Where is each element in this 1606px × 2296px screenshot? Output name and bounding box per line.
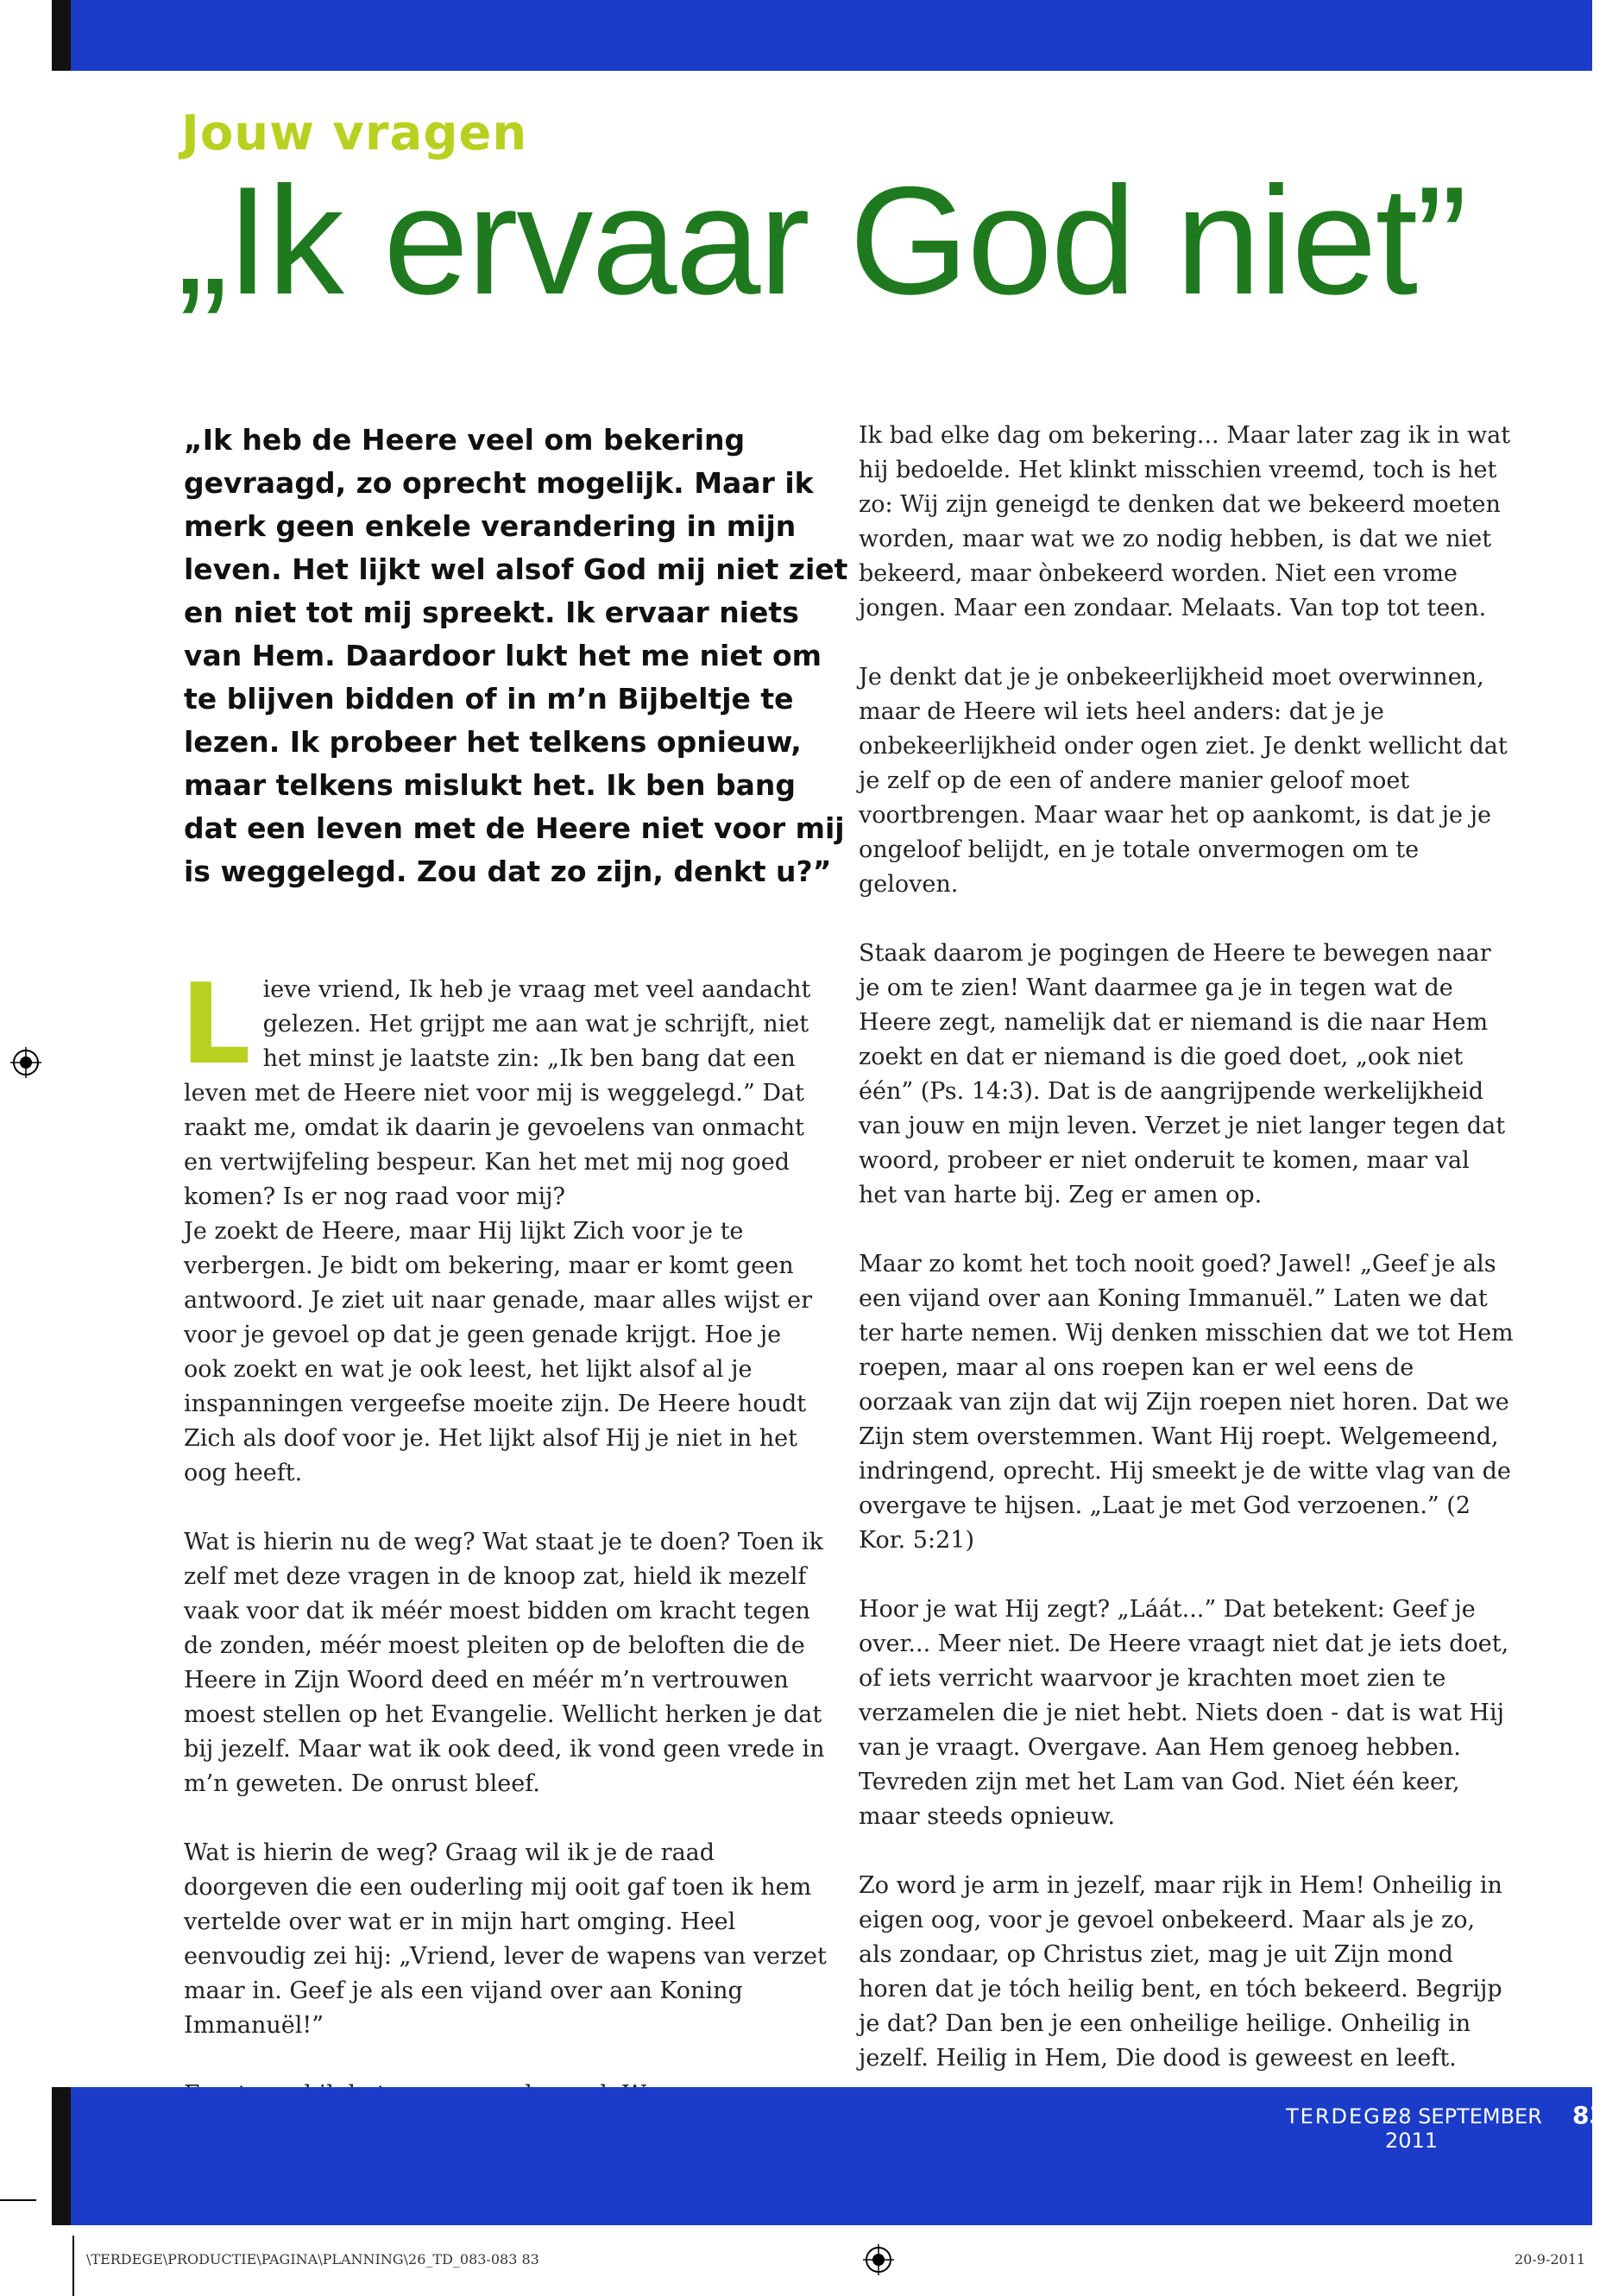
issue-date: 28 SEPTEMBER 2011: [1385, 2104, 1542, 2153]
left-column: [180, 961, 827, 2181]
crop-mark: [0, 2199, 36, 2201]
crop-mark: [72, 2236, 74, 2296]
answer-paragraph-9: Maar zo komt het toch nooit goed? Jawel! „Geef je als een vijand over aan Koning Immanuël.” Laten we dat ter harte nemen. Wij denken misschien dat we tot Hem roepen, maar al ons roepen kan er wel eens de oorzaak van zijn dat wij Zijn roepen niet horen. Dat we Zijn stem overstemmen. Want Hij roept. Welgemeend, indringend, oprecht. Hij smeekt je de witte vlag van de overgave te hijsen. „Laat je met God verzoenen.” (2 Kor. 5:21): [859, 1251, 1514, 1554]
answer-paragraph-2: Je zoekt de Heere, maar Hij lijkt Zich voor je te verbergen. Je bidt om bekering, maar er komt geen antwoord. Je ziet uit naar genade, maar alles wijst er voor je gevoel op dat je geen genade krijgt. Hoe je ook zoekt en wat je ook leest, het lijkt alsof al je inspanningen vergeefse moeite zijn. De Heere houdt Zich als doof voor je. Het lijkt alsof Hij je niet in het oog heeft.: [184, 1218, 813, 1486]
answer-paragraph-10: Hoor je wat Hij zegt? „Láát...” Dat betekent: Geef je over... Meer niet. De Heere vraagt niet dat je iets doet, of iets verricht waarvoor je krachten moet zien te verzamelen die je niet hebt. Niets doen - dat is wat Hij van je vraagt. Overgave. Aan Hem genoeg hebben. Tevreden zijn met het Lam van God. Niet één keer, maar steeds opnieuw.: [859, 1596, 1509, 1830]
answer-paragraph-6: Ik bad elke dag om bekering... Maar later zag ik in wat hij bedoelde. Het klinkt misschien vreemd, toch is het zo: Wij zijn geneigd te denken dat we bekeerd moeten worden, maar wat we zo nodig hebben, is dat we niet bekeerd, maar ònbekeerd worden. Niet een vrome jongen. Maar een zondaar. Melaats. Van top tot teen.: [859, 422, 1511, 621]
top-color-band: [52, 0, 1592, 71]
magazine-name: TERDEGE: [1286, 2104, 1396, 2129]
answer-paragraph-8: Staak daarom je pogingen de Heere te bewegen naar je om te zien! Want daarmee ga je in tegen wat de Heere zegt, namelijk dat er niemand is die naar Hem zoekt en dat er niemand is die goed doet, „ook niet één” (Ps. 14:3). Dat is de aangrijpende werkelijkheid van jouw en mijn leven. Verzet je niet langer tegen dat woord, probeer er niet onderuit te komen, maar val het van harte bij. Zeg er amen op.: [859, 940, 1506, 1208]
answer-paragraph-3: Wat is hierin nu de weg? Wat staat je te doen? Toen ik zelf met deze vragen in de knoop zat, hield ik mezelf vaak voor dat ik méér moest bidden om kracht tegen de zonden, méér moest pleiten op de beloften die de Heere in Zijn Woord deed en méér m’n vertrouwen moest stellen op het Evangelie. Wellicht herken je dat bij jezelf. Maar wat ik ook deed, ik vond geen vrede in m’n geweten. De onrust bleef.: [184, 1529, 825, 1797]
answer-paragraph-11: Zo word je arm in jezelf, maar rijk in Hem! Onheilig in eigen oog, voor je gevoel onbekeerd. Maar als je zo, als zondaar, op Christus ziet, mag je uit Zijn mond horen dat je tóch heilig bent, en tóch bekeerd. Begrijp je dat? Dan ben je een onheilige heilige. Onheilig in jezelf. Heilig in Hem, Die dood is geweest en leeft.: [859, 1872, 1502, 2072]
right-column: [859, 419, 1515, 2179]
paragraph-text: ieve vriend, Ik heb je vraag met veel aandacht gelezen. Het grijpt me aan wat je schrijft, niet het minst je laatste zin: „Ik ben bang dat een leven met de Heere niet voor mij is weggelegd.” Dat raakt me, omdat ik daarin je gevoelens van onmacht en vertwijfeling bespeur. Kan het met mij nog goed komen? Is er nog raad voor mij?: [184, 976, 811, 1210]
answer-paragraph-7: Je denkt dat je je onbekeerlijkheid moet overwinnen, maar de Heere wil iets heel anders: dat je je onbekeerlijkheid onder ogen ziet. Je denkt wellicht dat je zelf op de een of andere manier geloof moet voortbrengen. Maar waar het op aankomt, is dat je je ongeloof belijdt, en je totale onvermogen om te geloven.: [859, 664, 1508, 898]
reader-question: „Ik heb de Heere veel om bekering gevraagd, zo oprecht mogelijk. Maar ik merk geen enkele verandering in mijn leven. Het lijkt wel alsof God mij niet ziet en niet tot mij spreekt. Ik ervaar niets van Hem. Daardoor lukt het me niet om te blijven bidden of in m’n Bijbeltje te lezen. Ik probeer het telkens opnieuw, maar telkens mislukt het. Ik ben bang dat een leven met de Heere niet voor mij is weggelegd. Zou dat zo zijn, denkt u?”: [184, 423, 848, 888]
answer-paragraph-1: [180, 961, 827, 1214]
file-path-slug: \TERDEGE\PRODUCTIE\PAGINA\PLANNING\26_TD_083-083 83: [86, 2251, 539, 2268]
section-title: Jouw vragen: [181, 105, 528, 161]
registration-mark-icon: [863, 2244, 894, 2275]
answer-paragraph-4: Wat is hierin de weg? Graag wil ik je de raad doorgeven die een ouderling mij ooit gaf toen ik hem vertelde over wat er in mijn hart omging. Heel eenvoudig zei hij: „Vriend, lever de wapens van verzet maar in. Geef je als een vijand over aan Koning Immanuël!”: [184, 1839, 827, 2039]
bottom-band-edge: [52, 2087, 71, 2225]
top-band-edge: [52, 0, 71, 71]
print-date-slug: 20-9-2011: [1515, 2251, 1586, 2268]
page-number: 83: [1572, 2101, 1606, 2129]
dropcap: L: [180, 961, 251, 1089]
page-headline: „Ik ervaar God niet”: [177, 155, 1466, 326]
registration-mark-icon: [10, 1047, 41, 1078]
